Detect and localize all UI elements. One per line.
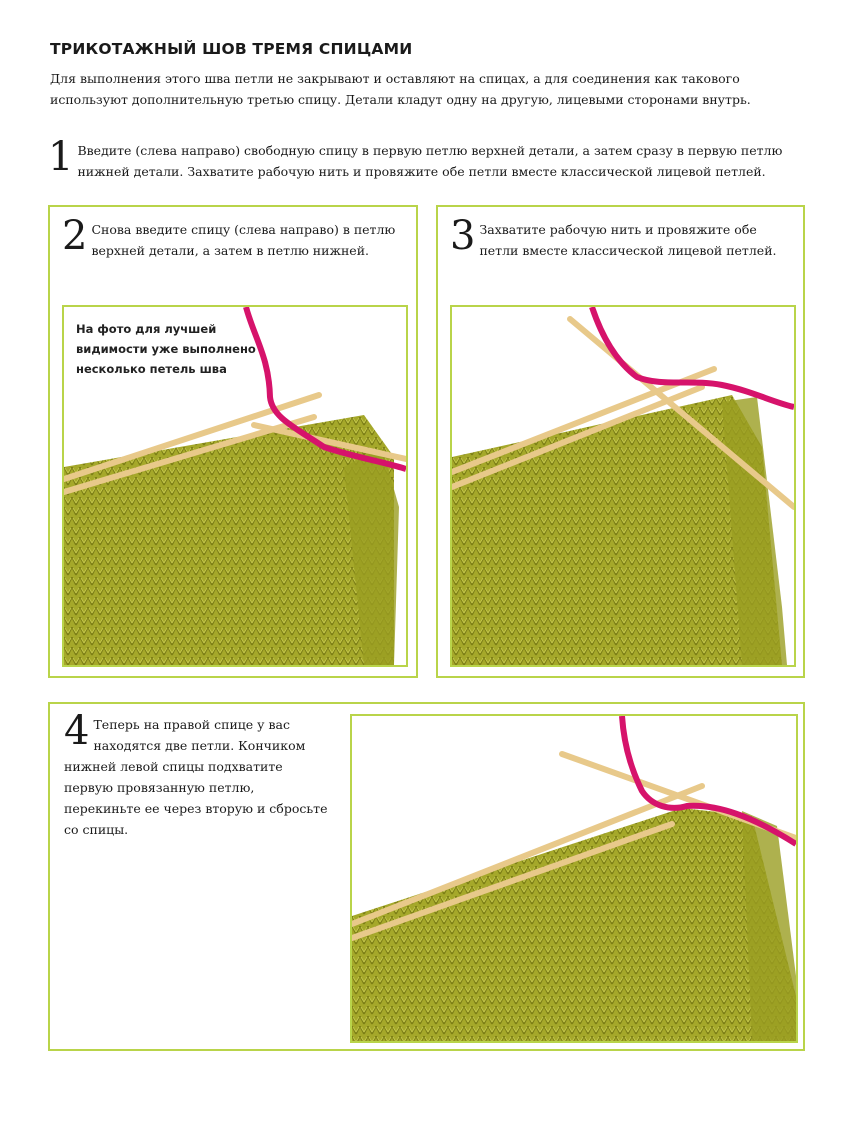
step-4-text: Теперь на правой спице у вас находятся две петли. Кончиком нижней левой спицы подхватите первую провязанную петлю, перекиньте ее через вторую и сбросьте со спицы. xyxy=(64,717,328,837)
step-4-photo xyxy=(350,714,798,1043)
step-2 xyxy=(62,213,407,261)
step-2-panel xyxy=(48,205,418,678)
step-3-photo xyxy=(450,305,796,667)
step-4 xyxy=(64,708,334,840)
step-3-number: 3 xyxy=(450,213,476,259)
step-1 xyxy=(48,134,803,182)
page-title: ТРИКОТАЖНЫЙ ШОВ ТРЕМЯ СПИЦАМИ xyxy=(50,40,413,58)
step-4-number: 4 xyxy=(64,708,90,754)
step-1-number: 1 xyxy=(48,134,74,180)
step-2-photo xyxy=(62,305,408,667)
step-4-panel xyxy=(48,702,805,1051)
intro-paragraph: Для выполнения этого шва петли не закрывают и оставляют на спицах, а для соединения как такового используют дополнительную третью спицу. Детали кладут одну на другую, лицевыми сторонами внутрь. xyxy=(50,71,751,107)
step-3 xyxy=(450,213,795,261)
step-3-text: Захватите рабочую нить и провяжите обе петли вместе классической лицевой петлей. xyxy=(479,222,777,258)
knitting-photo-step-3 xyxy=(452,307,794,665)
step-1-text: Введите (слева направо) свободную спицу в первую петлю верхней детали, а затем сразу в первую петлю нижней детали. Захватите рабочую нить и провяжите обе петли вместе классической лицевой петлей. xyxy=(77,143,783,179)
step-2-number: 2 xyxy=(62,213,88,259)
step-3-panel xyxy=(436,205,805,678)
step-2-text: Снова введите спицу (слева направо) в петлю верхней детали, а затем в петлю нижней. xyxy=(91,222,396,258)
knitting-photo-step-4 xyxy=(352,716,796,1041)
photo-note: На фото для лучшей видимости уже выполнено несколько петель шва xyxy=(76,322,256,376)
